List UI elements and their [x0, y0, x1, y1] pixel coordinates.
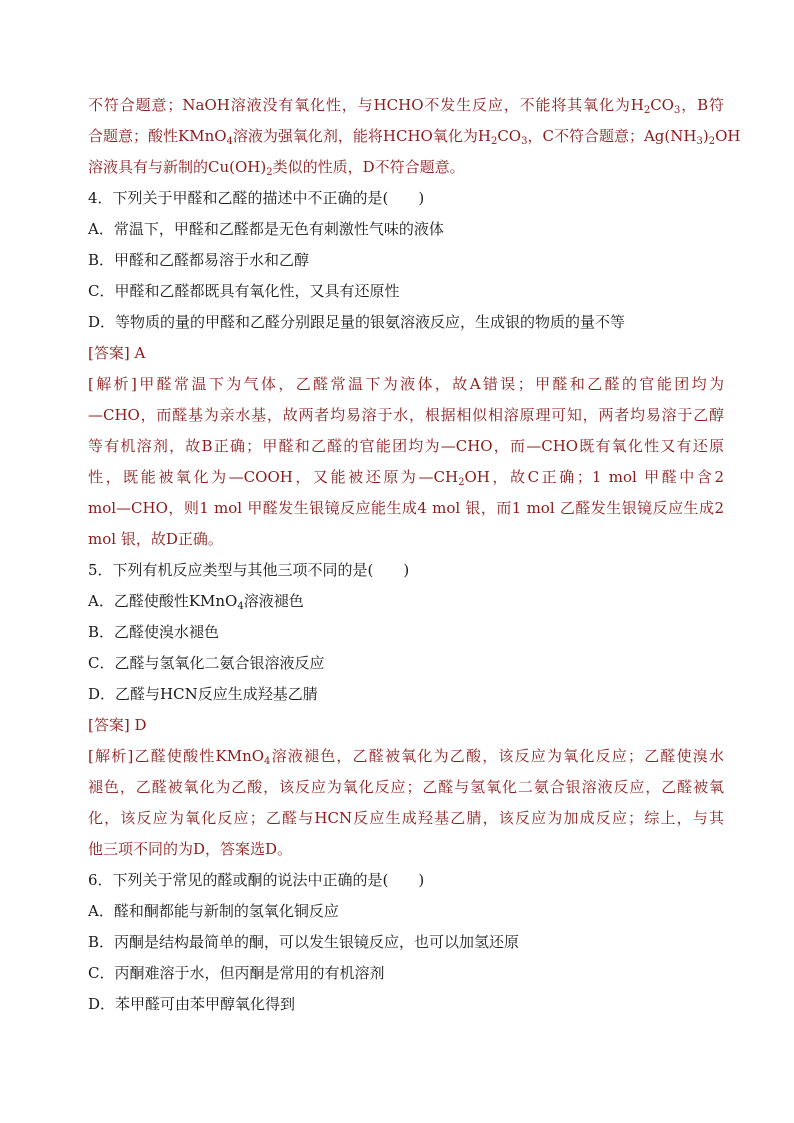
- question-5-option-b: B．乙醛使溴水褪色: [88, 623, 220, 641]
- document-page: [88, 90, 741, 1020]
- explanation-continuation-line-3: 溶液具有与新制的$Cu(OH)_2$类似的性质，D不符合题意。: [88, 158, 465, 178]
- question-4-explanation-line-6: mol 银，故D正确。: [88, 530, 223, 548]
- question-4-option-c: C．甲醛和乙醛都既具有氧化性，又具有还原性: [88, 282, 400, 300]
- question-6-option-a: A．醛和酮都能与新制的氢氧化铜反应: [88, 902, 339, 920]
- question-6-option-b: B．丙酮是结构最简单的酮，可以发生银镜反应，也可以加氢还原: [88, 933, 520, 951]
- question-5-option-c: C．乙醛与氢氧化二氨合银溶液反应: [88, 654, 325, 672]
- question-4-answer: [答案] A: [88, 344, 146, 362]
- question-4-stem: 4．下列关于甲醛和乙醛的描述中不正确的是( ): [88, 189, 425, 207]
- question-4-explanation-line-2: —CHO，而醛基为亲水基，故两者均易溶于水，根据相似相溶原理可知，两者均易溶于乙醇: [88, 406, 724, 424]
- question-6-stem: 6．下列关于常见的醛或酮的说法中正确的是( ): [88, 871, 425, 889]
- question-6-option-d: D．苯甲醛可由苯甲醇氧化得到: [88, 995, 296, 1013]
- question-5-option-d: D．乙醛与HCN反应生成羟基乙腈: [88, 685, 318, 703]
- question-4-option-d: D．等物质的量的甲醛和乙醛分别跟足量的银氨溶液反应，生成银的物质的量不等: [88, 313, 626, 331]
- question-5-answer: [答案] D: [88, 716, 147, 734]
- question-5-explanation-line-2: 褪色，乙醛被氧化为乙酸，该反应为氧化反应；乙醛与氢氧化二氨合银溶液反应，乙醛被氧: [88, 778, 724, 796]
- explanation-continuation-line-2: 合题意；酸性KMnO$_4$溶液为强氧化剂，能将HCHO氧化为$H_2CO_3$，C不符合题意；$Ag(NH_3)_2OH$: [88, 127, 741, 147]
- question-4-explanation-line-4: 性，既能被氧化为—COOH，又能被还原为$—CH_2OH$，故C正确；1 mol 甲醛中含2: [88, 468, 725, 488]
- question-4-explanation-line-1: [解析]甲醛常温下为气体，乙醛常温下为液体，故A错误；甲醛和乙醛的官能团均为: [88, 375, 724, 393]
- question-4-explanation-line-5: mol—CHO，则1 mol 甲醛发生银镜反应能生成4 mol 银，而1 mol 乙醛发生银镜反应生成2: [88, 499, 724, 517]
- question-6-option-c: C．丙酮难溶于水，但丙酮是常用的有机溶剂: [88, 964, 385, 982]
- question-5-stem: 5．下列有机反应类型与其他三项不同的是( ): [88, 561, 410, 579]
- question-4-option-b: B．甲醛和乙醛都易溶于水和乙醇: [88, 251, 310, 269]
- question-5-explanation-line-1: [解析]乙醛使酸性KMnO$_4$溶液褪色，乙醛被氧化为乙酸，该反应为氧化反应；乙醛使溴水: [88, 747, 724, 767]
- question-4-explanation-line-3: 等有机溶剂，故B正确；甲醛和乙醛的官能团均为—CHO，而—CHO既有氧化性又有还原: [88, 437, 724, 455]
- question-5-explanation-line-4: 他三项不同的为D，答案选D。: [88, 840, 293, 858]
- question-5-explanation-line-3: 化，该反应为氧化反应；乙醛与HCN反应生成羟基乙腈，该反应为加成反应；综上，与其: [88, 809, 724, 827]
- question-4-option-a: A．常温下，甲醛和乙醛都是无色有刺激性气味的液体: [88, 220, 444, 238]
- question-5-option-a: A．乙醛使酸性KMnO$_4$溶液褪色: [88, 592, 304, 612]
- explanation-continuation-line-1: 不符合题意；NaOH溶液没有氧化性，与HCHO不发生反应，不能将其氧化为$H_2CO_3$，B符: [88, 96, 725, 116]
